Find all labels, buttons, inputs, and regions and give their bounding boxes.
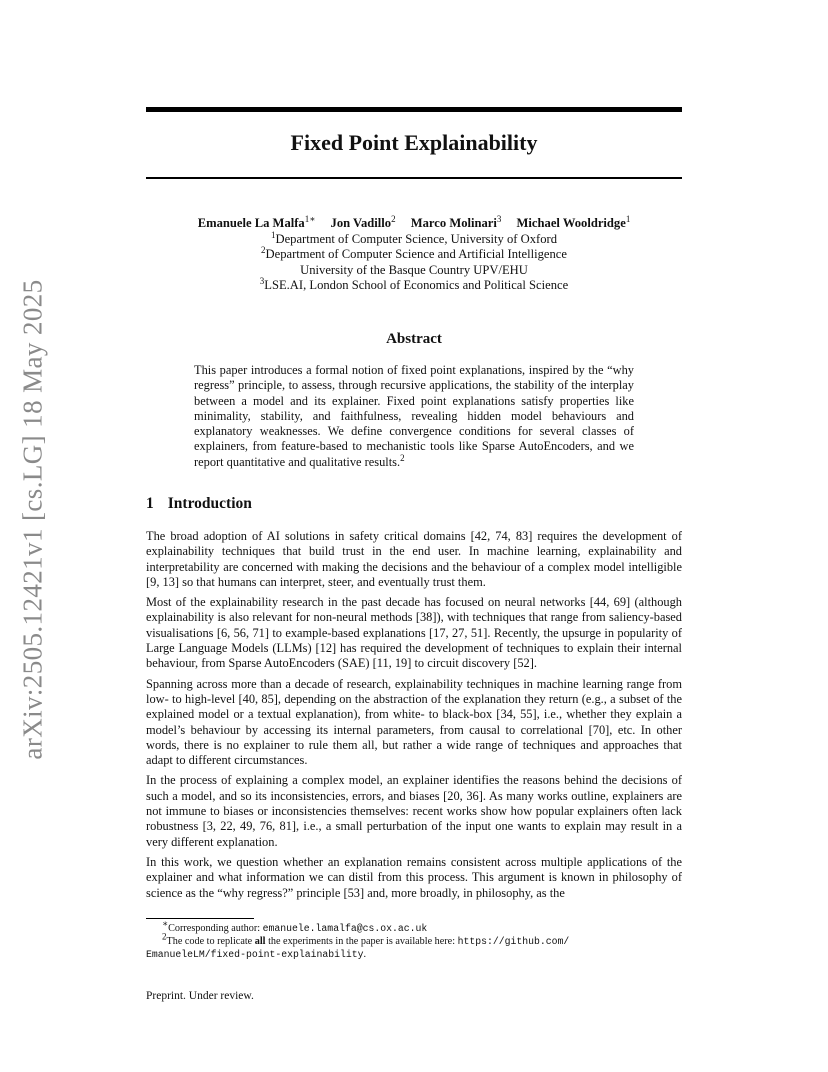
author: Emanuele La Malfa$^{1∗}$ — [197, 213, 316, 230]
paragraph: Spanning across more than a decade of research, explainability techniques in machine learning range from low- to high-level [40, 85], depending on the abstraction of the explanation they return (e.g., a subset of the explained model or a textual explanation), from white- to black-box [34, 55], i.e., whether they explain a model’s behaviour by accessing its internal parameters, from causal to correlational [70], etc. In other words, there is no explainer to rule them all, but rather a wide range of techniques and approaches that adapt to different circumstances. — [146, 676, 682, 768]
title-top-rule — [146, 107, 682, 112]
abstract-text: This paper introduces a formal notion of fixed point explanations, inspired by the “why regress” principle, to assess, through recursive applications, the stability of the interplay between a model and its explainer. Fixed point explanations satisfy properties like minimality, stability, and faithfulness, revealing hidden model behaviours and explanatory weaknesses. We define convergence conditions for several classes of explainers, from feature-based to mechanistic tools like Sparse AutoEncoders, and we report quantitative and qualitative results.$^2$ — [194, 363, 634, 469]
paragraph: The broad adoption of AI solutions in safety critical domains [42, 74, 83] requires the development of explainability techniques that build trust in the end user. In machine learning, explainability and interpretability are concerned with making the decisions and the behaviour of a complex model intelligible [9, 13] so that humans can interpret, steer, and eventually trust them. — [146, 529, 682, 589]
arxiv-side-stamp — [16, 275, 50, 763]
code-repo-link[interactable]: https://github.com/ — [457, 936, 570, 947]
author: Jon Vadillo$^2$ — [330, 213, 396, 230]
affiliation: University of the Basque Country UPV/EHU — [300, 262, 528, 277]
author-block — [146, 213, 682, 294]
affiliation: $^3$LSE.AI, London School of Economics and Political Science — [259, 275, 569, 292]
author-list — [146, 213, 682, 232]
code-repo-link[interactable]: EmanueleLM/fixed-point-explainability — [146, 949, 364, 960]
author: Michael Wooldridge$^1$ — [516, 213, 631, 230]
paragraph: In the process of explaining a complex model, an explainer identifies the reasons behind the decisions of such a model, and so its inconsistencies, errors, and biases [20, 36]. As many works outline, explainers are not immune to biases or inconsistencies themselves: recent works show how popular explainers often lack robustness [3, 22, 49, 76, 81], i.e., a small perturbation of the input one wants to explain may result in a very different explanation. — [146, 773, 682, 849]
footnote-ref[interactable]: 2 — [400, 452, 405, 463]
affiliation: $^1$Department of Computer Science, University of Oxford — [270, 229, 558, 246]
footnote-1: ∗Corresponding author: emanuele.lamalfa@cs.ox.ac.uk — [162, 918, 428, 934]
paper-title: Fixed Point Explainability — [290, 130, 538, 155]
preprint-note: Preprint. Under review. — [146, 990, 254, 1002]
affiliation: $^2$Department of Computer Science and Artificial Intelligence — [261, 244, 567, 261]
abstract-heading: Abstract — [386, 331, 442, 347]
footnote-2: $^2$The code to replicate all the experiments in the paper is available here: https://github.com/ EmanueleLM/fixed-point-explainability. — [146, 931, 570, 960]
author-email-link[interactable]: emanuele.lamalfa@cs.ox.ac.uk — [262, 923, 428, 934]
paragraph: Most of the explainability research in the past decade has focused on neural networks [44, 69] (although explainability is also relevant for non-neural methods [38]), with techniques that range from saliency-based visualisations [6, 56, 71] to example-based explanations [17, 27, 51]. Recently, the upsurge in popularity of Large Language Models (LLMs) [12] has required the development of techniques to explain their internal behaviour, from Sparse AutoEncoders (SAE) [11, 19] to circuit discovery [52]. — [146, 595, 682, 671]
title-bottom-rule — [146, 177, 682, 179]
paragraph: In this work, we question whether an explanation remains consistent across multiple applications of the explainer and what information we can distil from this process. This argument is known in philosophy of science as the “why regress?” principle [53] and, more broadly, in philosophy, as the — [146, 854, 682, 900]
section-heading: 1 Introduction — [146, 495, 252, 512]
author: Marco Molinari$^3$ — [410, 213, 502, 230]
arxiv-identifier: arXiv:2505.12421v1 [cs.LG] 18 May 2025 — [17, 278, 48, 760]
section-body — [146, 529, 682, 906]
footnotes — [146, 918, 682, 961]
